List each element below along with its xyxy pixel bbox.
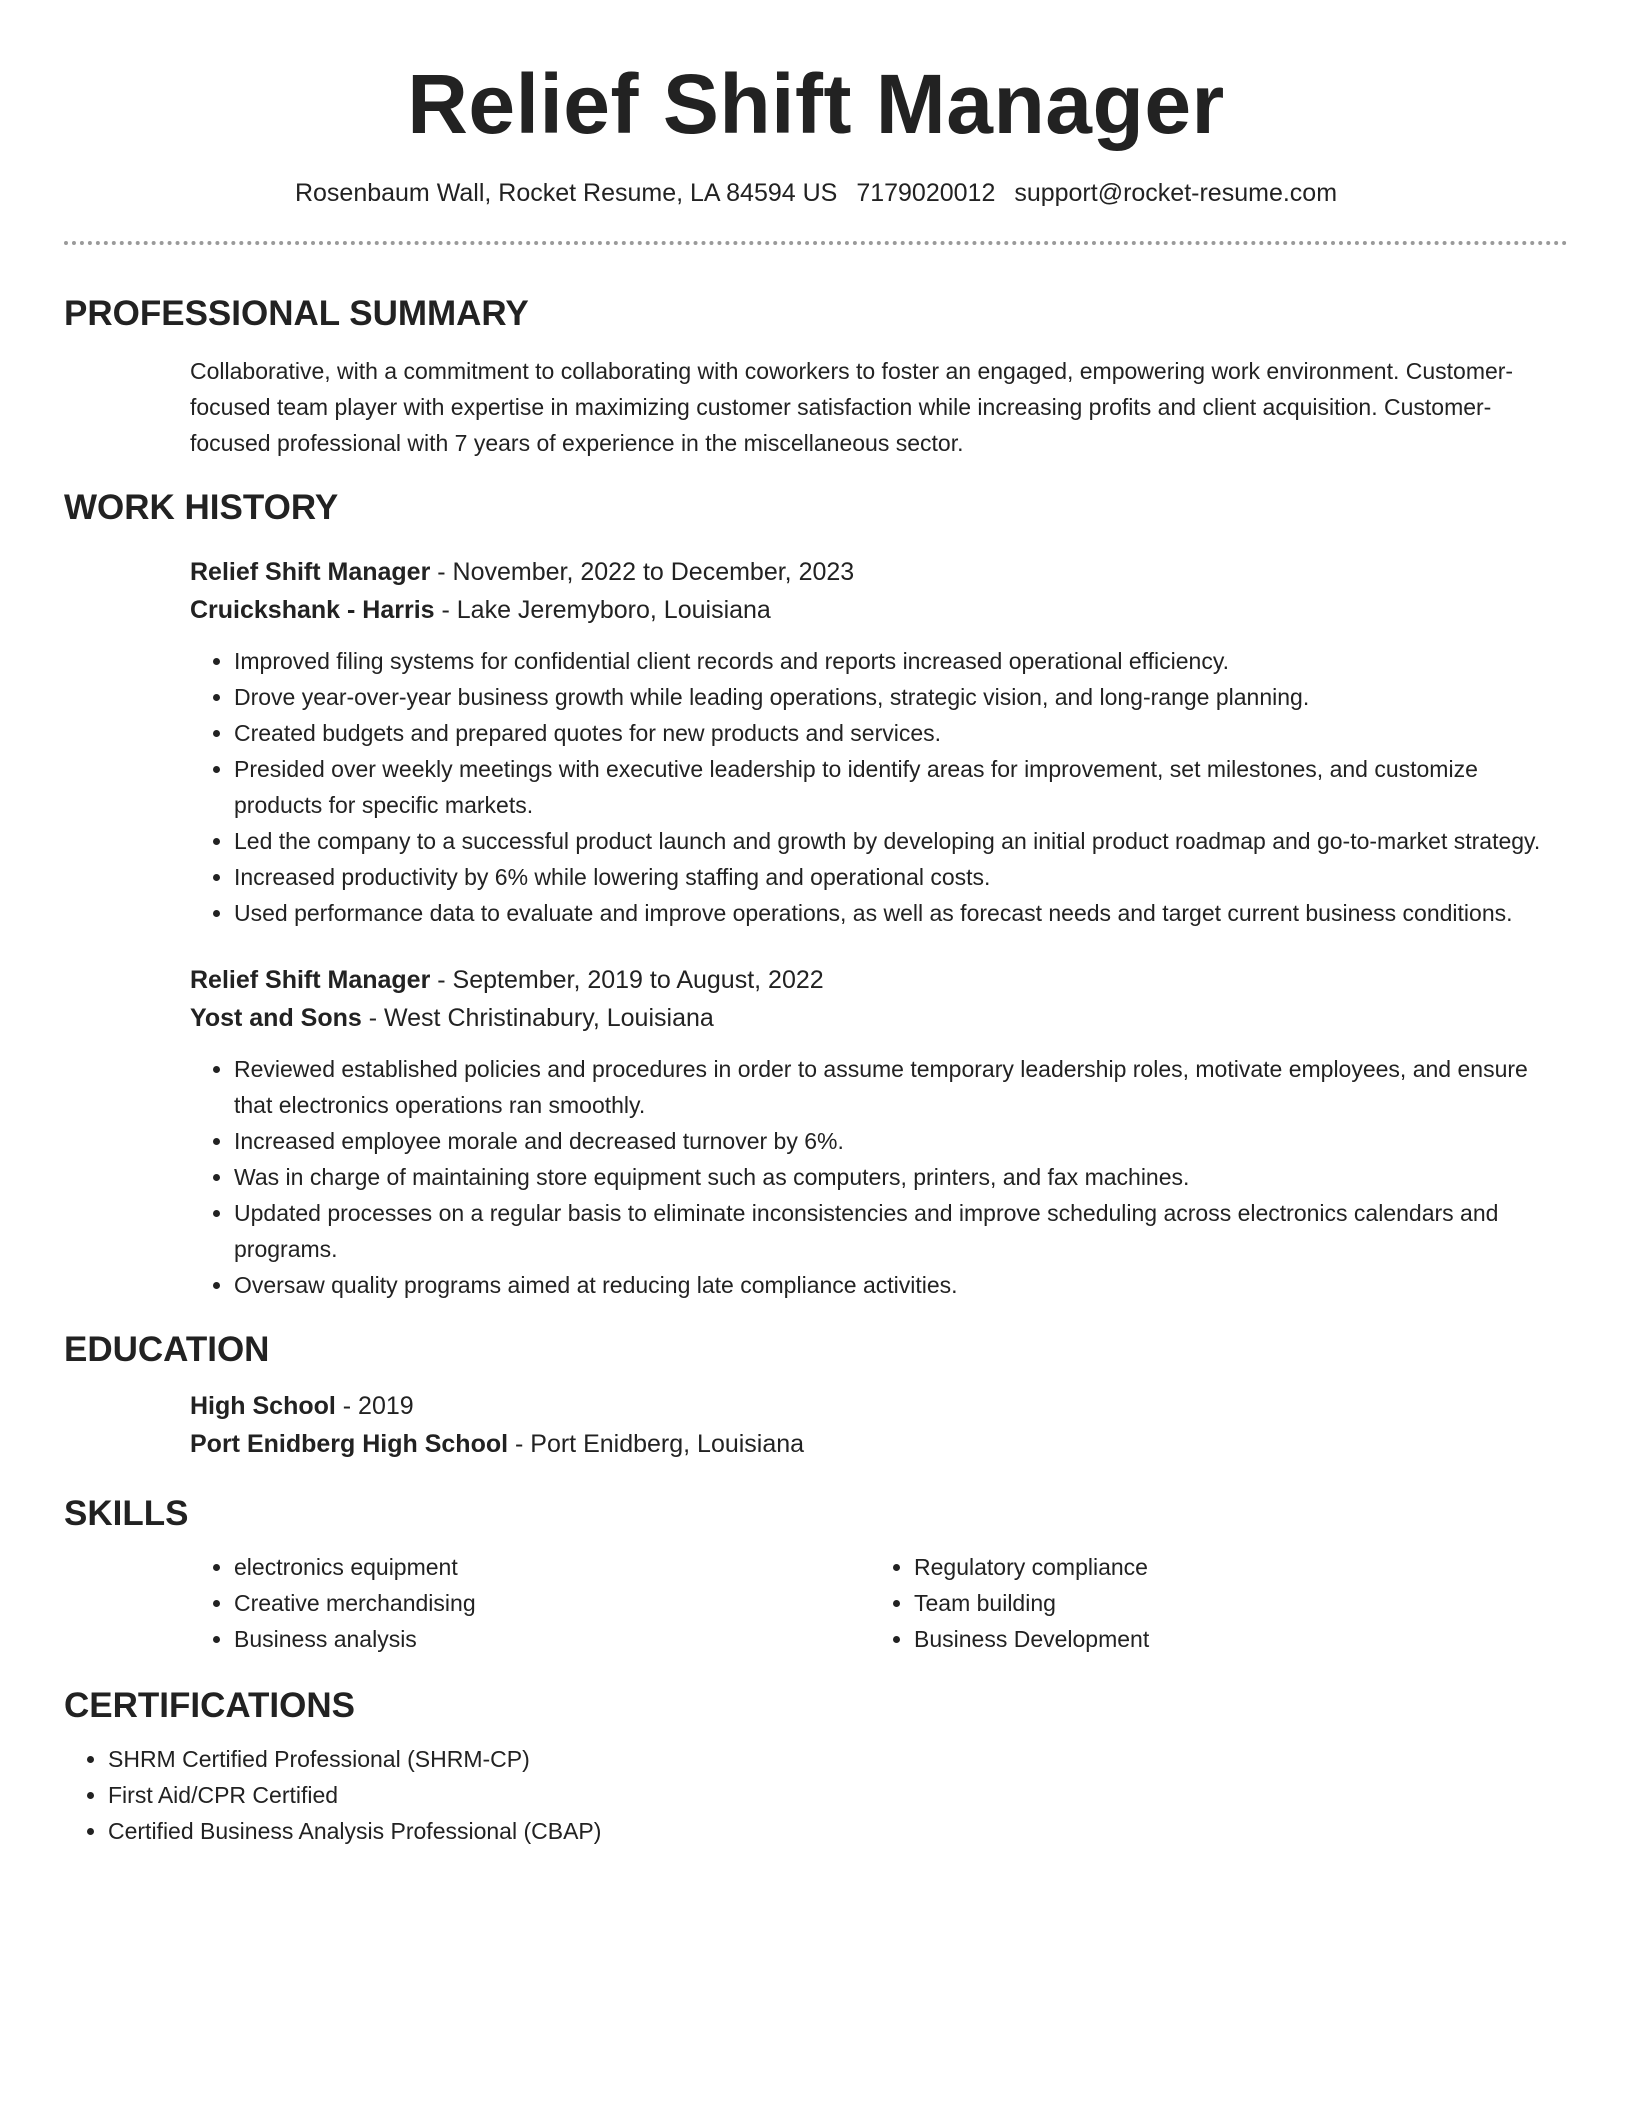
list-item: • Certified Business Analysis Professional (CBAP) bbox=[108, 1813, 1568, 1849]
job-title-line bbox=[190, 961, 1568, 999]
list-item: • Reviewed established policies and procedures in order to assume temporary leadership roles, motivate employees, and ensure that electronics operations ran smoothly. bbox=[234, 1051, 1568, 1123]
contact-phone: 7179020012 bbox=[856, 179, 996, 207]
education-location: - Port Enidberg, Louisiana bbox=[508, 1430, 805, 1458]
skills-grid bbox=[190, 1549, 1568, 1657]
job-location: - Lake Jeremyboro, Louisiana bbox=[434, 596, 771, 624]
list-item: • Used performance data to evaluate and improve operations, as well as forecast needs and target current business conditions. bbox=[234, 895, 1568, 931]
certifications-title: CERTIFICATIONS bbox=[64, 1686, 356, 1725]
list-item: • Created budgets and prepared quotes for new products and services. bbox=[234, 715, 1568, 751]
job-location: - West Christinabury, Louisiana bbox=[361, 1004, 714, 1032]
education-year: - 2019 bbox=[335, 1392, 414, 1420]
list-item: • Presided over weekly meetings with executive leadership to identify areas for improvement, set milestones, and customize products for specific markets. bbox=[234, 751, 1568, 823]
job-bullets bbox=[190, 643, 1568, 931]
education-section bbox=[64, 1329, 1568, 1463]
contact-line bbox=[64, 178, 1568, 208]
education-entry bbox=[190, 1387, 1568, 1463]
list-item: • Increased productivity by 6% while lowering staffing and operational costs. bbox=[234, 859, 1568, 895]
education-degree: High School bbox=[190, 1392, 336, 1420]
job-company-line bbox=[190, 999, 1568, 1037]
contact-email: support@rocket-resume.com bbox=[1014, 179, 1338, 207]
skills-left-list bbox=[190, 1549, 870, 1657]
skills-section bbox=[64, 1493, 1568, 1657]
job-company-line bbox=[190, 591, 1568, 629]
job-role: Relief Shift Manager bbox=[190, 966, 431, 994]
education-degree-line bbox=[190, 1387, 1568, 1425]
work-title: WORK HISTORY bbox=[64, 488, 339, 527]
summary-title: PROFESSIONAL SUMMARY bbox=[64, 294, 529, 333]
education-school-line bbox=[190, 1425, 1568, 1463]
skills-title: SKILLS bbox=[64, 1494, 189, 1533]
list-item: • Creative merchandising bbox=[234, 1585, 870, 1621]
job-dates: - September, 2019 to August, 2022 bbox=[430, 966, 824, 994]
list-item: • Business Development bbox=[914, 1621, 1550, 1657]
education-school: Port Enidberg High School bbox=[190, 1430, 509, 1458]
list-item: • Drove year-over-year business growth while leading operations, strategic vision, and long-range planning. bbox=[234, 679, 1568, 715]
list-item: • Business analysis bbox=[234, 1621, 870, 1657]
job-dates: - November, 2022 to December, 2023 bbox=[430, 558, 855, 586]
header-divider bbox=[64, 241, 1568, 245]
summary-section bbox=[64, 293, 1568, 461]
summary-text: Collaborative, with a commitment to collaborating with coworkers to foster an engaged, empowering work environment. Customer-focused team player with expertise in maximizing customer satisfaction while increasing profits and client acquisition. Customer-focused professional with 7 years of experience in the miscellaneous sector. bbox=[190, 358, 1514, 456]
certifications-section bbox=[64, 1685, 1568, 1849]
education-title: EDUCATION bbox=[64, 1330, 270, 1369]
contact-address: Rosenbaum Wall, Rocket Resume, LA 84594 US bbox=[294, 179, 838, 207]
skills-right-list bbox=[870, 1549, 1550, 1657]
resume-name: Relief Shift Manager bbox=[407, 57, 1225, 151]
list-item: • Updated processes on a regular basis to eliminate inconsistencies and improve scheduling across electronics calendars and programs. bbox=[234, 1195, 1568, 1267]
certifications-list bbox=[64, 1741, 1568, 1849]
job-company: Cruickshank - Harris bbox=[190, 596, 435, 624]
list-item: • Led the company to a successful product launch and growth by developing an initial product roadmap and go-to-market strategy. bbox=[234, 823, 1568, 859]
list-item: • electronics equipment bbox=[234, 1549, 870, 1585]
list-item: • Regulatory compliance bbox=[914, 1549, 1550, 1585]
list-item: • SHRM Certified Professional (SHRM-CP) bbox=[108, 1741, 1568, 1777]
list-item: • Was in charge of maintaining store equipment such as computers, printers, and fax machines. bbox=[234, 1159, 1568, 1195]
job-entry bbox=[190, 961, 1568, 1303]
list-item: • First Aid/CPR Certified bbox=[108, 1777, 1568, 1813]
job-bullets bbox=[190, 1051, 1568, 1303]
list-item: • Team building bbox=[914, 1585, 1550, 1621]
work-section bbox=[64, 487, 1568, 1303]
job-role: Relief Shift Manager bbox=[190, 558, 431, 586]
list-item: • Increased employee morale and decreased turnover by 6%. bbox=[234, 1123, 1568, 1159]
list-item: • Improved filing systems for confidential client records and reports increased operational efficiency. bbox=[234, 643, 1568, 679]
job-entry bbox=[190, 553, 1568, 931]
job-title-line bbox=[190, 553, 1568, 591]
job-company: Yost and Sons bbox=[190, 1004, 362, 1032]
list-item: • Oversaw quality programs aimed at reducing late compliance activities. bbox=[234, 1267, 1568, 1303]
